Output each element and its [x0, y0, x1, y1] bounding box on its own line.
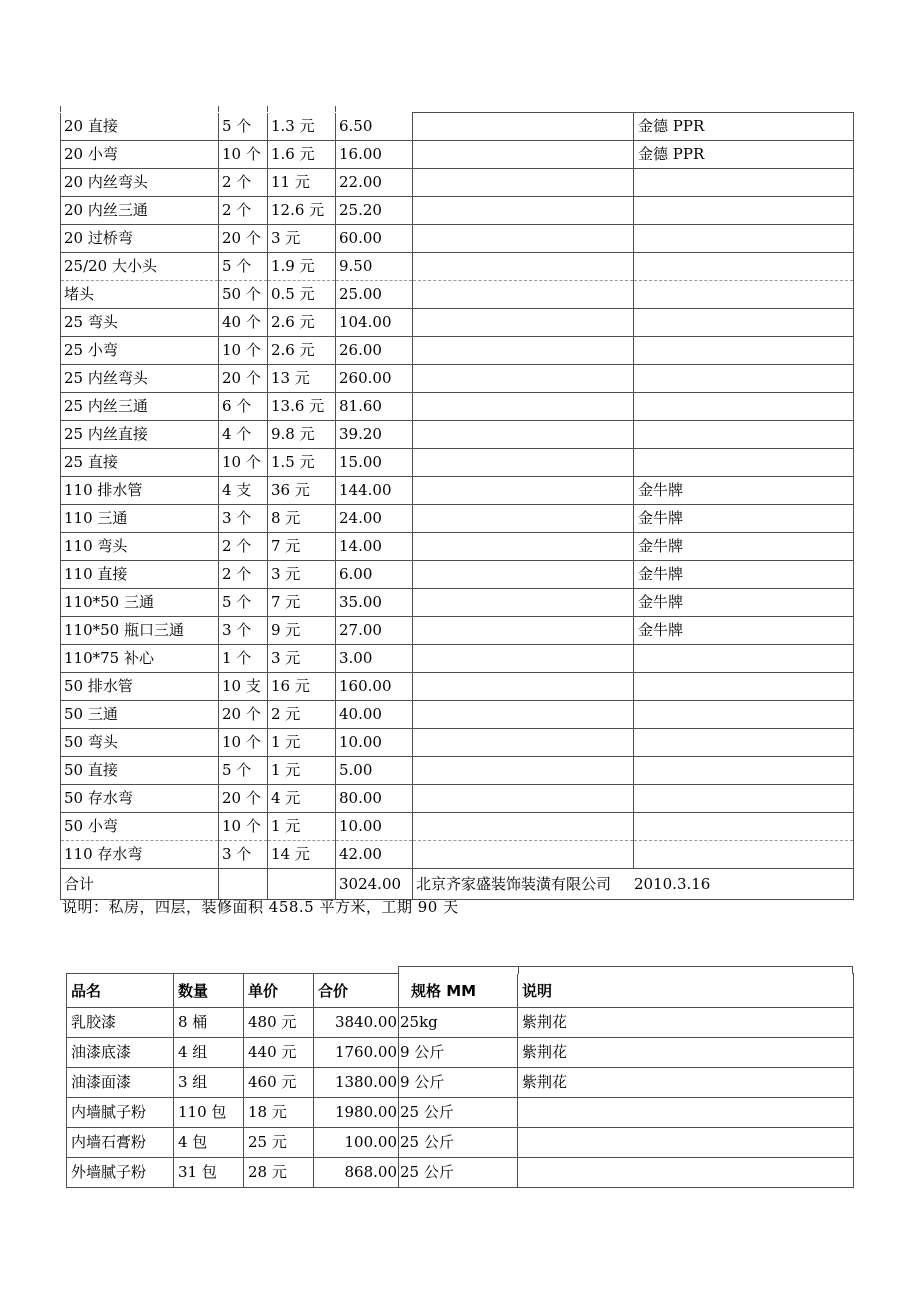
total-cell: 27.00 [336, 617, 413, 645]
name-cell: 20 小弯 [61, 141, 219, 169]
material-row [61, 365, 854, 393]
material-row [61, 197, 854, 225]
name-cell: 外墙腻子粉 [67, 1158, 174, 1188]
name-cell: 堵头 [61, 281, 219, 309]
name-cell: 20 内丝三通 [61, 197, 219, 225]
spec-cell [413, 729, 634, 757]
name-cell: 110*50 三通 [61, 589, 219, 617]
price-cell: 2.6 元 [268, 309, 336, 337]
total-cell: 35.00 [336, 589, 413, 617]
qty-cell: 4 包 [174, 1128, 244, 1158]
total-cell: 22.00 [336, 169, 413, 197]
price-cell: 2 元 [268, 701, 336, 729]
paint-row [67, 1158, 854, 1188]
note-cell: 紫荆花 [518, 1068, 854, 1098]
brand-cell: 金牛牌 [634, 561, 854, 589]
header-spec: 规格 MM [399, 974, 518, 1008]
spec-cell [413, 757, 634, 785]
price-cell: 11 元 [268, 169, 336, 197]
material-row [61, 673, 854, 701]
total-cell: 24.00 [336, 505, 413, 533]
total-cell: 1380.00 [314, 1068, 399, 1098]
name-cell: 内墙腻子粉 [67, 1098, 174, 1128]
name-cell: 50 直接 [61, 757, 219, 785]
material-row [61, 253, 854, 281]
qty-cell: 2 个 [219, 169, 268, 197]
material-row [61, 225, 854, 253]
plumbing-materials-grid [60, 112, 854, 900]
qty-cell: 31 包 [174, 1158, 244, 1188]
qty-cell: 5 个 [219, 113, 268, 141]
spec-cell [413, 785, 634, 813]
spec-cell [413, 505, 634, 533]
spec-cell [413, 393, 634, 421]
paint-row [67, 1008, 854, 1038]
brand-cell: 金牛牌 [634, 505, 854, 533]
total-cell: 160.00 [336, 673, 413, 701]
price-cell: 3 元 [268, 645, 336, 673]
material-row [61, 701, 854, 729]
spec-cell [413, 533, 634, 561]
spec-cell [413, 309, 634, 337]
brand-cell [634, 449, 854, 477]
total-label-cell: 合计 [61, 869, 219, 900]
qty-cell: 5 个 [219, 589, 268, 617]
name-cell: 20 内丝弯头 [61, 169, 219, 197]
qty-cell: 110 包 [174, 1098, 244, 1128]
brand-cell: 金德 PPR [634, 113, 854, 141]
total-cell: 39.20 [336, 421, 413, 449]
price-cell: 1.3 元 [268, 113, 336, 141]
qty-cell: 20 个 [219, 365, 268, 393]
spec-cell [413, 617, 634, 645]
border-tick [267, 106, 268, 112]
price-cell: 7 元 [268, 533, 336, 561]
note-cell: 紫荆花 [518, 1008, 854, 1038]
material-row [61, 841, 854, 869]
name-cell: 110 三通 [61, 505, 219, 533]
note-cell [518, 1128, 854, 1158]
header-remark: 说明 [518, 974, 854, 1008]
border-tick [60, 106, 61, 112]
qty-cell: 10 个 [219, 729, 268, 757]
price-cell: 3 元 [268, 225, 336, 253]
spec-cell: 25 公斤 [399, 1128, 518, 1158]
price-cell: 18 元 [244, 1098, 314, 1128]
name-cell: 25 弯头 [61, 309, 219, 337]
price-cell: 440 元 [244, 1038, 314, 1068]
total-cell: 6.00 [336, 561, 413, 589]
spec-cell [413, 673, 634, 701]
price-cell: 1 元 [268, 757, 336, 785]
total-cell: 144.00 [336, 477, 413, 505]
company-name: 北京齐家盛装饰装潢有限公司 [416, 875, 612, 893]
total-amount-cell: 3024.00 [336, 869, 413, 900]
spec-cell [413, 253, 634, 281]
brand-cell: 金牛牌 [634, 617, 854, 645]
qty-cell: 10 支 [219, 673, 268, 701]
empty-cell [219, 869, 268, 900]
price-cell: 13 元 [268, 365, 336, 393]
total-cell: 100.00 [314, 1128, 399, 1158]
material-row [61, 449, 854, 477]
total-cell: 260.00 [336, 365, 413, 393]
name-cell: 25 直接 [61, 449, 219, 477]
paint-row [67, 1128, 854, 1158]
paint-materials-table [66, 966, 855, 1188]
spec-cell [413, 589, 634, 617]
brand-cell: 金牛牌 [634, 533, 854, 561]
name-cell: 110 排水管 [61, 477, 219, 505]
total-row [61, 869, 854, 900]
price-cell: 3 元 [268, 561, 336, 589]
plumbing-rows [61, 113, 854, 869]
material-row [61, 785, 854, 813]
total-cell: 40.00 [336, 701, 413, 729]
material-row [61, 813, 854, 841]
name-cell: 20 直接 [61, 113, 219, 141]
spec-cell: 25 公斤 [399, 1098, 518, 1128]
qty-cell: 10 个 [219, 141, 268, 169]
material-row [61, 393, 854, 421]
brand-cell [634, 785, 854, 813]
brand-cell [634, 701, 854, 729]
material-row [61, 561, 854, 589]
qty-cell: 20 个 [219, 225, 268, 253]
paint-row [67, 1038, 854, 1068]
total-cell: 3840.00 [314, 1008, 399, 1038]
spec-cell: 25 公斤 [399, 1158, 518, 1188]
spec-cell [413, 449, 634, 477]
price-cell: 2.6 元 [268, 337, 336, 365]
header-quantity: 数量 [174, 974, 244, 1008]
brand-cell [634, 169, 854, 197]
brand-cell [634, 309, 854, 337]
qty-cell: 3 组 [174, 1068, 244, 1098]
name-cell: 110 弯头 [61, 533, 219, 561]
name-cell: 油漆底漆 [67, 1038, 174, 1068]
price-cell: 25 元 [244, 1128, 314, 1158]
price-cell: 4 元 [268, 785, 336, 813]
brand-cell [634, 225, 854, 253]
total-cell: 868.00 [314, 1158, 399, 1188]
total-cell: 9.50 [336, 253, 413, 281]
total-cell: 6.50 [336, 113, 413, 141]
company-date-cell [413, 869, 854, 900]
material-row [61, 617, 854, 645]
material-row [61, 169, 854, 197]
spec-cell: 9 公斤 [399, 1068, 518, 1098]
total-cell: 5.00 [336, 757, 413, 785]
brand-cell: 金德 PPR [634, 141, 854, 169]
border-tick [335, 106, 336, 112]
spec-cell [413, 113, 634, 141]
brand-cell [634, 813, 854, 841]
paint-header-row [67, 974, 854, 1008]
price-cell: 1.5 元 [268, 449, 336, 477]
price-cell: 0.5 元 [268, 281, 336, 309]
name-cell: 110 存水弯 [61, 841, 219, 869]
header-unit-price: 单价 [244, 974, 314, 1008]
spec-cell [413, 365, 634, 393]
spec-cell [413, 281, 634, 309]
qty-cell: 8 桶 [174, 1008, 244, 1038]
qty-cell: 1 个 [219, 645, 268, 673]
qty-cell: 6 个 [219, 393, 268, 421]
material-row [61, 757, 854, 785]
price-cell: 460 元 [244, 1068, 314, 1098]
brand-cell [634, 197, 854, 225]
spec-cell [413, 841, 634, 869]
price-cell: 1.6 元 [268, 141, 336, 169]
name-cell: 内墙石膏粉 [67, 1128, 174, 1158]
qty-cell: 3 个 [219, 841, 268, 869]
brand-cell [634, 729, 854, 757]
total-cell: 26.00 [336, 337, 413, 365]
spec-cell [413, 225, 634, 253]
name-cell: 110*50 瓶口三通 [61, 617, 219, 645]
plumbing-materials-table [60, 112, 854, 900]
spec-cell [413, 141, 634, 169]
material-row [61, 533, 854, 561]
material-row [61, 337, 854, 365]
spec-cell [413, 561, 634, 589]
price-cell: 1 元 [268, 813, 336, 841]
spec-cell [413, 813, 634, 841]
paint-rows [67, 1008, 854, 1188]
header-amount: 合价 [314, 974, 399, 1008]
material-row [61, 645, 854, 673]
name-cell: 25/20 大小头 [61, 253, 219, 281]
material-row [61, 505, 854, 533]
name-cell: 25 小弯 [61, 337, 219, 365]
brand-cell [634, 841, 854, 869]
spec-cell: 25kg [399, 1008, 518, 1038]
total-cell: 3.00 [336, 645, 413, 673]
paint-materials-grid [66, 973, 854, 1188]
total-cell: 16.00 [336, 141, 413, 169]
brand-cell [634, 673, 854, 701]
name-cell: 乳胶漆 [67, 1008, 174, 1038]
price-cell: 1 元 [268, 729, 336, 757]
total-cell: 60.00 [336, 225, 413, 253]
spec-cell [413, 701, 634, 729]
qty-cell: 20 个 [219, 701, 268, 729]
total-cell: 1980.00 [314, 1098, 399, 1128]
qty-cell: 2 个 [219, 197, 268, 225]
note-cell [518, 1098, 854, 1128]
price-cell: 16 元 [268, 673, 336, 701]
spec-cell [413, 169, 634, 197]
note-cell [518, 1158, 854, 1188]
brand-cell [634, 281, 854, 309]
name-cell: 50 弯头 [61, 729, 219, 757]
brand-cell [634, 253, 854, 281]
total-cell: 15.00 [336, 449, 413, 477]
material-row [61, 477, 854, 505]
spec-cell [413, 645, 634, 673]
name-cell: 油漆面漆 [67, 1068, 174, 1098]
qty-cell: 3 个 [219, 617, 268, 645]
material-row [61, 141, 854, 169]
price-cell: 13.6 元 [268, 393, 336, 421]
price-cell: 14 元 [268, 841, 336, 869]
name-cell: 25 内丝直接 [61, 421, 219, 449]
name-cell: 50 存水弯 [61, 785, 219, 813]
material-row [61, 589, 854, 617]
total-cell: 80.00 [336, 785, 413, 813]
qty-cell: 40 个 [219, 309, 268, 337]
total-cell: 81.60 [336, 393, 413, 421]
qty-cell: 4 个 [219, 421, 268, 449]
price-cell: 28 元 [244, 1158, 314, 1188]
total-cell: 10.00 [336, 729, 413, 757]
total-cell: 25.00 [336, 281, 413, 309]
price-cell: 9 元 [268, 617, 336, 645]
border-tick [218, 106, 219, 112]
material-row [61, 113, 854, 141]
brand-cell [634, 757, 854, 785]
qty-cell: 5 个 [219, 253, 268, 281]
spec-cell [413, 421, 634, 449]
price-cell: 8 元 [268, 505, 336, 533]
qty-cell: 50 个 [219, 281, 268, 309]
qty-cell: 2 个 [219, 561, 268, 589]
name-cell: 50 排水管 [61, 673, 219, 701]
brand-cell [634, 645, 854, 673]
project-note: 说明：私房，四层，装修面积 458.5 平方米，工期 90 天 [62, 898, 459, 916]
price-cell: 36 元 [268, 477, 336, 505]
name-cell: 110*75 补心 [61, 645, 219, 673]
qty-cell: 4 支 [219, 477, 268, 505]
name-cell: 25 内丝弯头 [61, 365, 219, 393]
price-cell: 1.9 元 [268, 253, 336, 281]
header-item-name: 品名 [67, 974, 174, 1008]
qty-cell: 10 个 [219, 449, 268, 477]
brand-cell: 金牛牌 [634, 589, 854, 617]
qty-cell: 10 个 [219, 337, 268, 365]
table-corner-cap [398, 966, 853, 974]
spec-cell [413, 197, 634, 225]
spec-cell [413, 337, 634, 365]
name-cell: 50 小弯 [61, 813, 219, 841]
price-cell: 12.6 元 [268, 197, 336, 225]
price-cell: 9.8 元 [268, 421, 336, 449]
total-cell: 1760.00 [314, 1038, 399, 1068]
total-cell: 14.00 [336, 533, 413, 561]
total-cell: 25.20 [336, 197, 413, 225]
empty-cell [268, 869, 336, 900]
qty-cell: 3 个 [219, 505, 268, 533]
qty-cell: 20 个 [219, 785, 268, 813]
brand-cell [634, 421, 854, 449]
qty-cell: 5 个 [219, 757, 268, 785]
name-cell: 25 内丝三通 [61, 393, 219, 421]
price-cell: 7 元 [268, 589, 336, 617]
document-date: 2010.3.16 [634, 875, 711, 893]
total-cell: 42.00 [336, 841, 413, 869]
qty-cell: 2 个 [219, 533, 268, 561]
qty-cell: 4 组 [174, 1038, 244, 1068]
paint-row [67, 1068, 854, 1098]
brand-cell [634, 337, 854, 365]
note-cell: 紫荆花 [518, 1038, 854, 1068]
total-cell: 104.00 [336, 309, 413, 337]
name-cell: 50 三通 [61, 701, 219, 729]
name-cell: 20 过桥弯 [61, 225, 219, 253]
material-row [61, 729, 854, 757]
brand-cell: 金牛牌 [634, 477, 854, 505]
cap-divider [518, 967, 519, 974]
total-cell: 10.00 [336, 813, 413, 841]
price-cell: 480 元 [244, 1008, 314, 1038]
brand-cell [634, 365, 854, 393]
paint-row [67, 1098, 854, 1128]
spec-cell [413, 477, 634, 505]
material-row [61, 421, 854, 449]
brand-cell [634, 393, 854, 421]
name-cell: 110 直接 [61, 561, 219, 589]
material-row [61, 309, 854, 337]
spec-cell: 9 公斤 [399, 1038, 518, 1068]
material-row [61, 281, 854, 309]
qty-cell: 10 个 [219, 813, 268, 841]
